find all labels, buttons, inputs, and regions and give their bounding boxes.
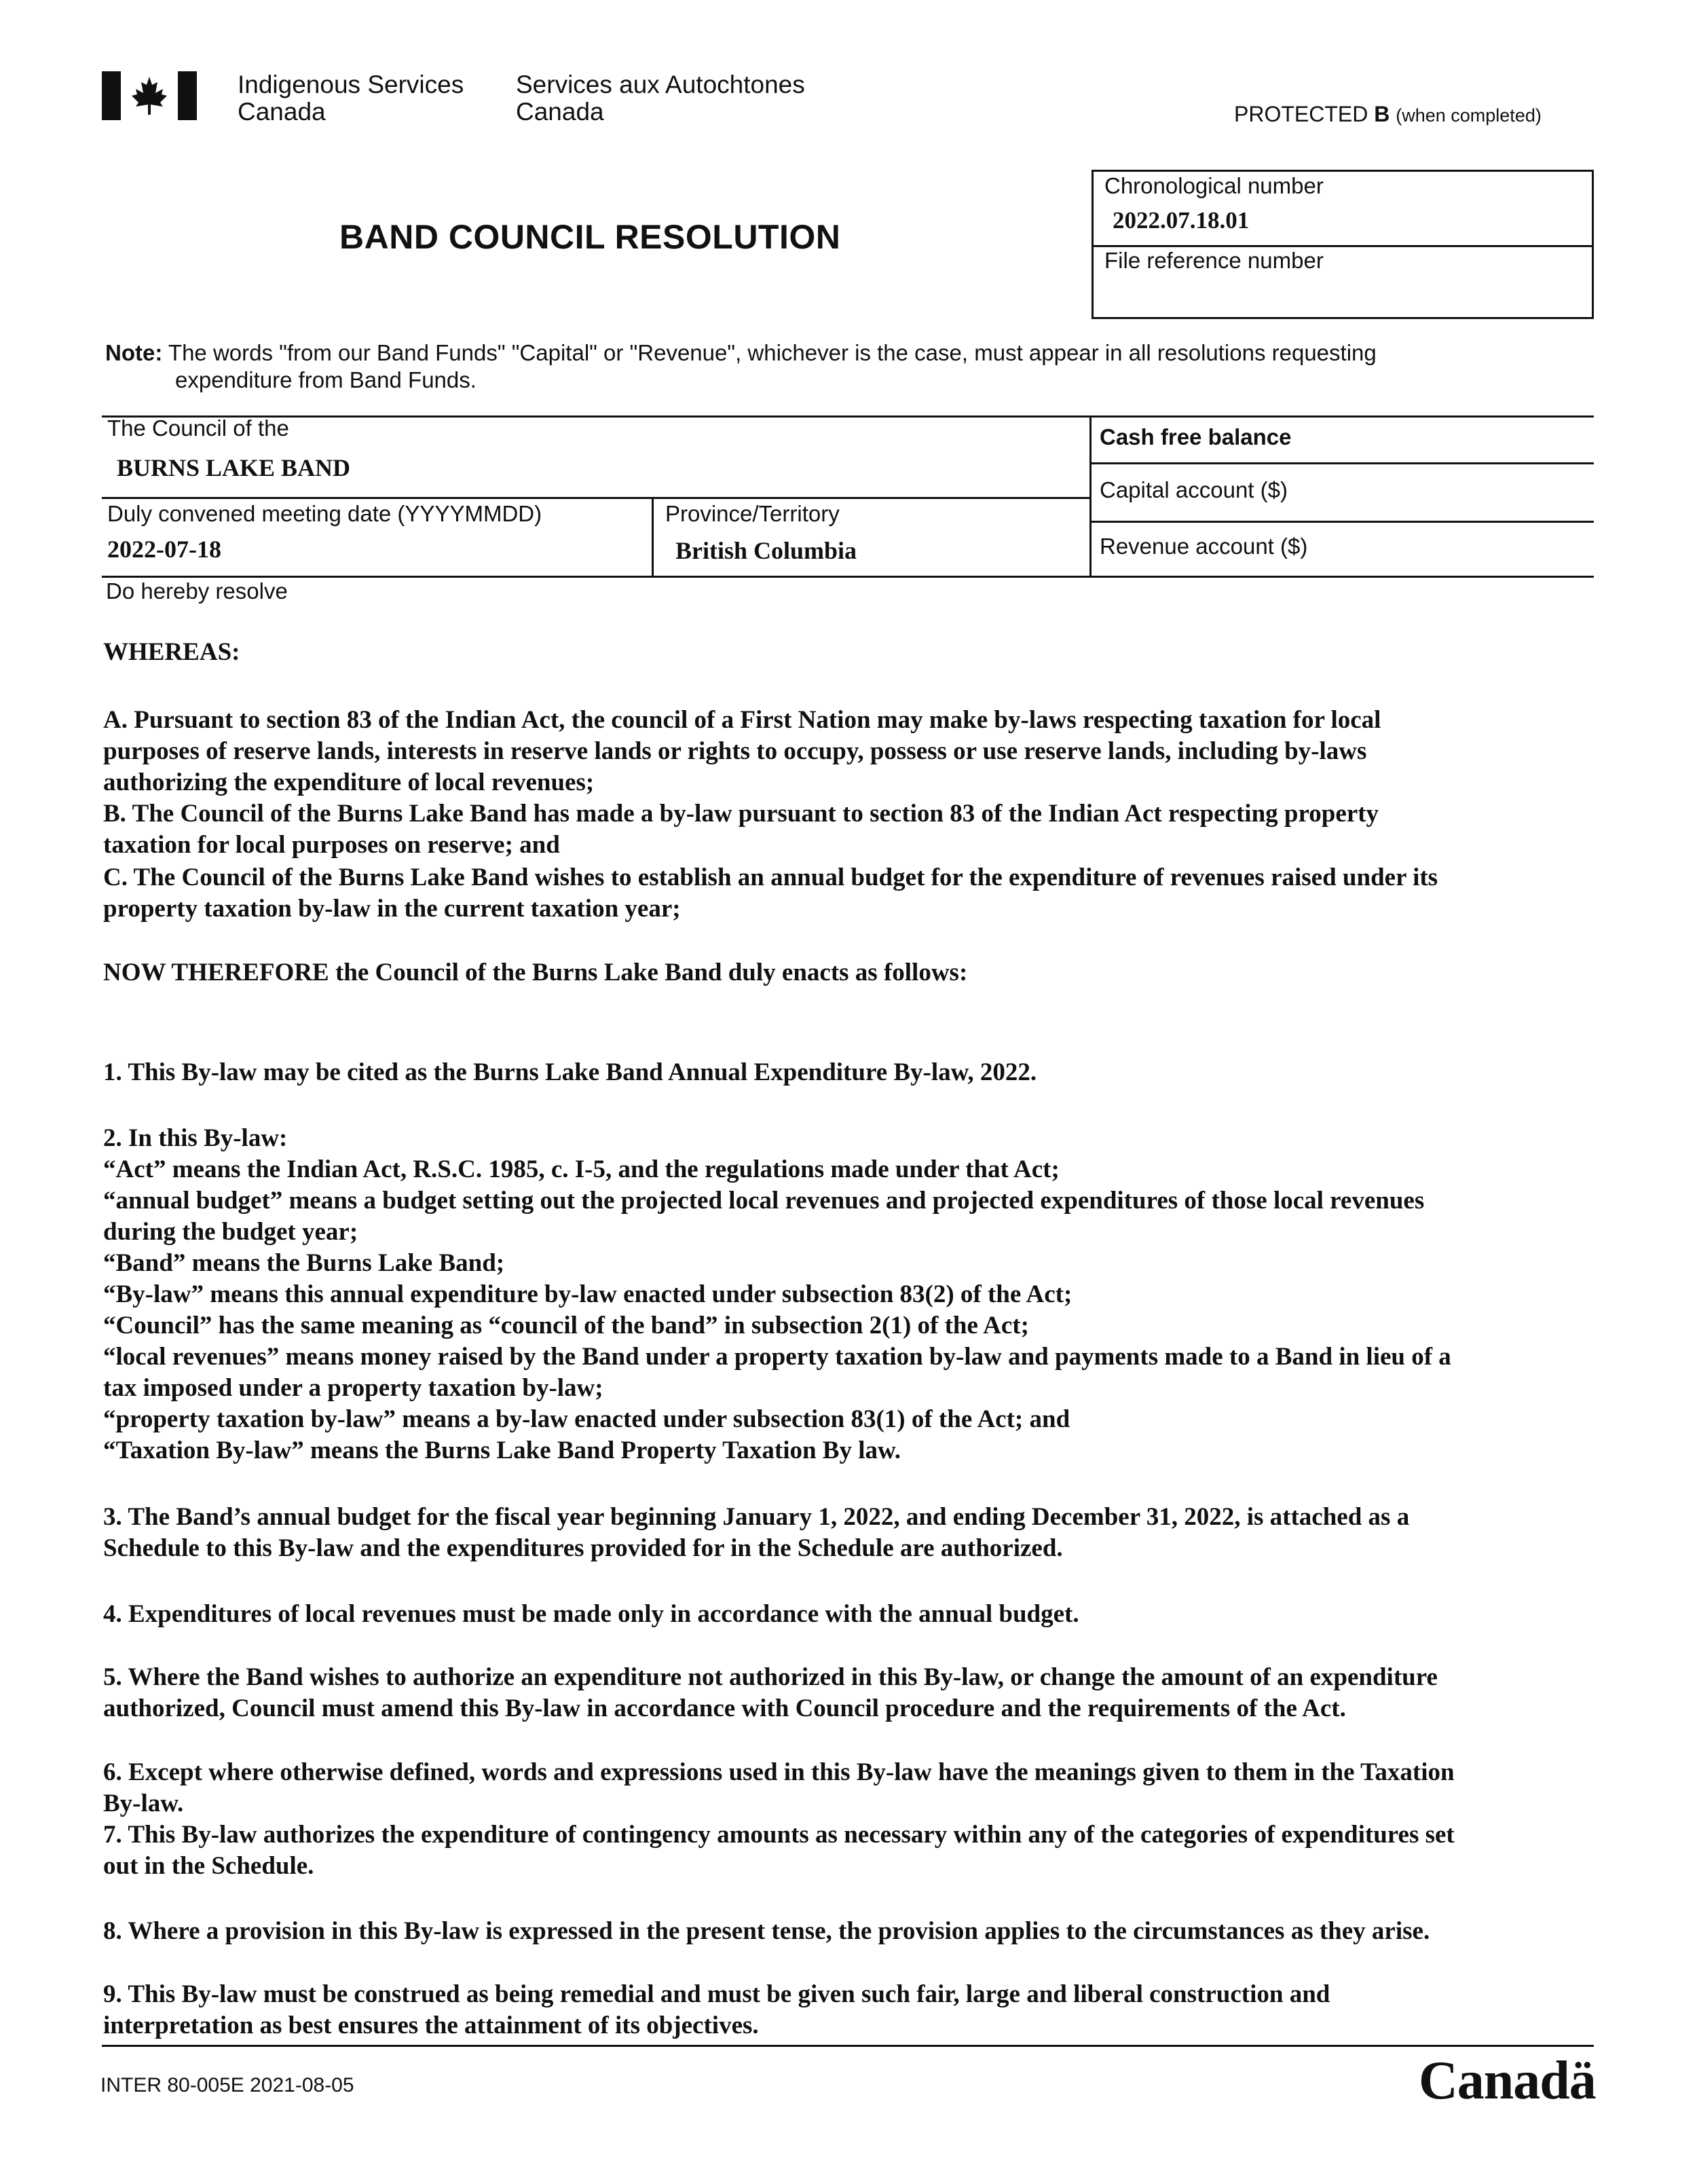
form-code: INTER 80-005E 2021-08-05 xyxy=(100,2074,354,2096)
council-of-label: The Council of the xyxy=(107,415,289,441)
section-8: 8. Where a provision in this By-law is expressed in the present tense, the provision applies to the circumstances as they arise. xyxy=(103,1917,1430,1945)
note-line2: expenditure from Band Funds. xyxy=(175,367,477,392)
dept-en-line1: Indigenous Services xyxy=(238,71,464,98)
section-3: 3. The Band’s annual budget for the fiscal year beginning January 1, 2022, and ending December 31, 2022, is attached as a Schedule to this By-law and the expenditures provided for in the Schedule are authorized. xyxy=(103,1503,1410,1562)
province-label: Province/Territory xyxy=(665,501,840,526)
page-title: BAND COUNCIL RESOLUTION xyxy=(339,218,841,256)
clause-c: C. The Council of the Burns Lake Band wishes to establish an annual budget for the expenditure of revenues raised under its property taxation by-law in the current taxation year; xyxy=(103,864,1438,923)
clause-b: B. The Council of the Burns Lake Band has made a by-law pursuant to section 83 of the Indian Act respecting property taxation for local purposes on reserve; and xyxy=(103,800,1379,859)
dept-en-line2: Canada xyxy=(238,98,326,126)
chrono-label: Chronological number xyxy=(1104,173,1324,198)
department-name-french xyxy=(516,71,805,126)
section-2-definitions: 2. In this By-law: “Act” means the Indian Act, R.S.C. 1985, c. I-5, and the regulations made under that Act; “annual budget” means a budget setting out the projected local revenues and projected expenditures of those local revenues during the budget year; “Band” means the Burns Lake Band; “By-law” means this annual expenditure by-law enacted under subsection 83(2) of the Act; “Council” has the same meaning as “council of the band” in subsection 2(1) of the Act; “local revenues” means money raised by the Band under a property taxation by-law and payments made to a Band in lieu of a tax imposed under a property taxation by-law; “property taxation by-law” means a by-law enacted under subsection 83(1) of the Act; and “Taxation By-law” means the Burns Lake Band Property Taxation By law. xyxy=(103,1124,1451,1464)
dept-fr-line2: Canada xyxy=(516,98,604,126)
section-4: 4. Expenditures of local revenues must be made only in accordance with the annual budget. xyxy=(103,1600,1079,1628)
file-reference-label: File reference number xyxy=(1104,248,1324,273)
province-field[interactable]: British Columbia xyxy=(675,537,857,564)
council-name-field[interactable]: BURNS LAKE BAND xyxy=(117,454,351,481)
cash-free-balance-label: Cash free balance xyxy=(1100,424,1292,449)
note-line1: The words "from our Band Funds" "Capital" or "Revenue", whichever is the case, must appear in all resolutions requesting xyxy=(168,340,1377,365)
meeting-date-label: Duly convened meeting date (YYYYMMDD) xyxy=(107,501,542,526)
meeting-date-field[interactable]: 2022-07-18 xyxy=(107,536,221,563)
protected-level: B xyxy=(1374,102,1390,126)
section-1: 1. This By-law may be cited as the Burns Lake Band Annual Expenditure By-law, 2022. xyxy=(103,1058,1037,1086)
section-5: 5. Where the Band wishes to authorize an expenditure not authorized in this By-law, or change the amount of an expenditure authorized, Council must amend this By-law in accordance with Council procedure and the requirements of the Act. xyxy=(103,1663,1438,1722)
clause-a: A. Pursuant to section 83 of the Indian Act, the council of a First Nation may make by-laws respecting taxation for local purposes of reserve lands, interests in reserve lands or rights to occupy, possess or use reserve lands, including by-laws authorizing the expenditure of local revenues; xyxy=(103,706,1381,796)
now-therefore: NOW THEREFORE the Council of the Burns Lake Band duly enacts as follows: xyxy=(103,959,968,986)
protected-label xyxy=(1234,102,1542,127)
section-7: 7. This By-law authorizes the expenditure of contingency amounts as necessary within any of the categories of expenditures set out in the Schedule. xyxy=(103,1821,1455,1880)
protected-main: PROTECTED xyxy=(1234,102,1368,126)
section-9: 9. This By-law must be construed as being remedial and must be given such fair, large and liberal construction and interpretation as best ensures the attainment of its objectives. xyxy=(103,1980,1330,2039)
whereas-heading: WHEREAS: xyxy=(103,638,240,666)
chrono-value[interactable]: 2022.07.18.01 xyxy=(1113,207,1250,234)
department-name-english xyxy=(238,71,464,126)
capital-account-label: Capital account ($) xyxy=(1100,477,1288,502)
chrono-box xyxy=(1092,170,1594,319)
note xyxy=(105,339,1612,394)
resolve-label: Do hereby resolve xyxy=(106,578,288,604)
protected-note: (when completed) xyxy=(1396,105,1542,126)
canada-wordmark: Canadä xyxy=(1419,2051,1596,2111)
canada-flag-icon xyxy=(102,71,197,120)
dept-fr-line1: Services aux Autochtones xyxy=(516,71,805,98)
revenue-account-label: Revenue account ($) xyxy=(1100,534,1308,559)
note-prefix: Note: xyxy=(105,340,163,365)
section-6: 6. Except where otherwise defined, words and expressions used in this By-law have the meanings given to them in the Taxation By-law. xyxy=(103,1758,1455,1817)
